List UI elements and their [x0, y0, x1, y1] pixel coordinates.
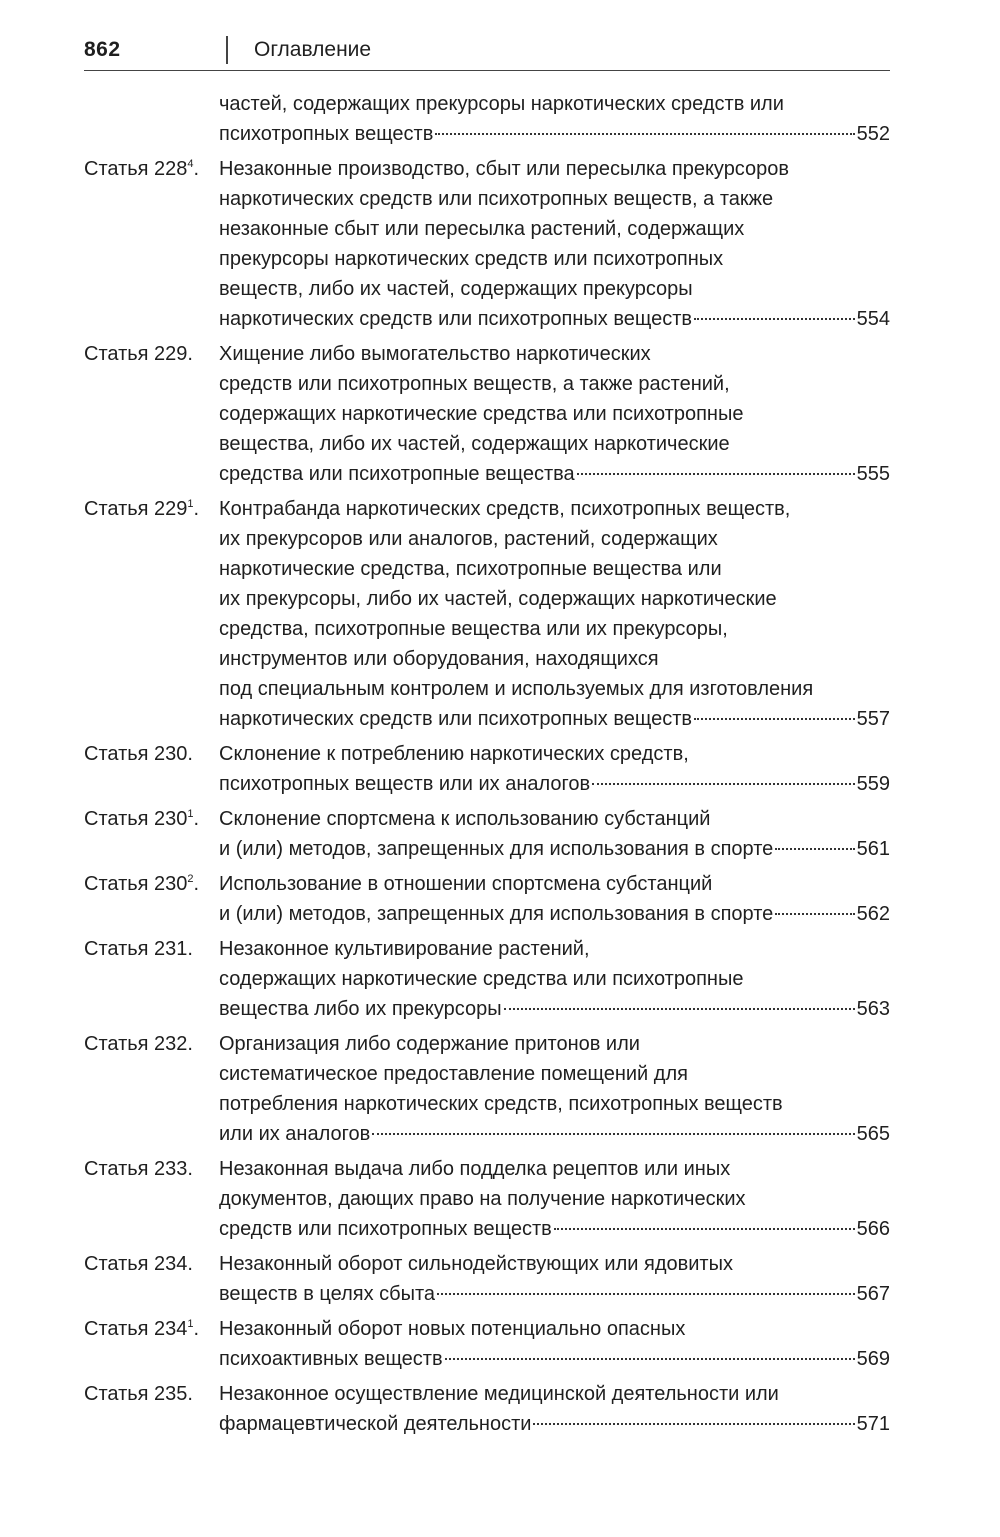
entry-title-line: вещества либо их прекурсоры [219, 998, 502, 1020]
entry-title-line: потребления наркотических средств, психотропных веществ [219, 1093, 783, 1115]
article-label [84, 1314, 199, 1344]
page-reference[interactable]: 569 [856, 1348, 890, 1370]
entry-final-line [219, 304, 890, 334]
article-number: Статья 229. [84, 343, 193, 365]
article-superscript: 1 [187, 498, 194, 510]
page-number: 862 [84, 38, 121, 61]
page-header [84, 36, 890, 71]
article-label [84, 934, 193, 964]
page-reference[interactable]: 557 [856, 708, 890, 730]
page-reference[interactable]: 563 [856, 998, 890, 1020]
header-divider [226, 36, 228, 64]
entry-title-line: средств или психотропных веществ [219, 1218, 552, 1240]
article-number: Статья 228 [84, 158, 188, 180]
entry-title-line: психотропных веществ или их аналогов [219, 773, 591, 795]
page-reference[interactable]: 561 [856, 838, 890, 860]
entry-title-line: и (или) методов, запрещенных для использования в спорте [219, 903, 774, 925]
article-number: Статья 230. [84, 743, 193, 765]
article-label [84, 339, 193, 369]
entry-title-line: прекурсоры наркотических средств или психотропных [219, 248, 724, 270]
toc-entry[interactable] [84, 1249, 890, 1309]
entry-title-line: средств или психотропных веществ, а также растений, [219, 373, 730, 395]
article-number-suffix: . [193, 1318, 200, 1340]
entry-title-line: психотропных веществ [219, 123, 434, 145]
entry-final-line [219, 459, 890, 489]
entry-title-line: Использование в отношении спортсмена субстанций [219, 873, 713, 895]
entry-final-line [219, 704, 890, 734]
entry-final-line [219, 1214, 890, 1244]
entry-final-line [219, 834, 890, 864]
page-reference[interactable]: 571 [856, 1413, 890, 1435]
toc-entry[interactable] [84, 1154, 890, 1244]
entry-title-line: средства, психотропные вещества или их прекурсоры, [219, 618, 728, 640]
article-number: Статья 229 [84, 498, 188, 520]
running-title: Оглавление [254, 38, 372, 61]
article-label [84, 494, 199, 524]
entry-title-line: инструментов или оборудования, находящихся [219, 648, 659, 670]
entry-title-line: Незаконные производство, сбыт или пересылка прекурсоров [219, 158, 790, 180]
entry-final-line [219, 1344, 890, 1374]
article-number-suffix: . [193, 498, 200, 520]
page-reference[interactable]: 555 [856, 463, 890, 485]
entry-final-line [219, 769, 890, 799]
page-reference[interactable]: 567 [856, 1283, 890, 1305]
entry-title-line: Незаконная выдача либо подделка рецептов или иных [219, 1158, 731, 1180]
page-reference[interactable]: 566 [856, 1218, 890, 1240]
article-number-suffix: . [193, 808, 200, 830]
article-label [84, 1029, 193, 1059]
entry-title-line: их прекурсоры, либо их частей, содержащих наркотические [219, 588, 777, 610]
toc-entry[interactable] [84, 154, 890, 334]
dot-leader [435, 133, 854, 135]
article-label [84, 804, 199, 834]
toc-entry[interactable] [84, 89, 890, 149]
dot-leader [694, 318, 855, 320]
entry-final-line [219, 1409, 890, 1439]
dot-leader [445, 1358, 855, 1360]
dot-leader [775, 913, 854, 915]
entry-title-line: содержащих наркотические средства или психотропные [219, 403, 744, 425]
entry-final-line [219, 1279, 890, 1309]
toc-entry[interactable] [84, 1029, 890, 1149]
entry-title-line: Контрабанда наркотических средств, психотропных веществ, [219, 498, 791, 520]
toc-entry[interactable] [84, 869, 890, 929]
entry-title-line: веществ, либо их частей, содержащих прекурсоры [219, 278, 693, 300]
dot-leader [577, 473, 855, 475]
entry-final-line [219, 994, 890, 1024]
entry-title-line: Хищение либо вымогательство наркотических [219, 343, 651, 365]
article-number-suffix: . [193, 873, 200, 895]
article-number: Статья 235. [84, 1383, 193, 1405]
entry-title-line: наркотических средств или психотропных веществ, а также [219, 188, 774, 210]
dot-leader [504, 1008, 855, 1010]
toc-entry[interactable] [84, 339, 890, 489]
entry-title-line: наркотические средства, психотропные вещества или [219, 558, 722, 580]
article-number: Статья 232. [84, 1033, 193, 1055]
entry-title-line: Склонение спортсмена к использованию субстанций [219, 808, 711, 830]
entry-title-line: вещества, либо их частей, содержащих наркотические [219, 433, 730, 455]
toc-entry[interactable] [84, 739, 890, 799]
entry-title-line: наркотических средств или психотропных веществ [219, 708, 693, 730]
dot-leader [437, 1293, 855, 1295]
entry-title-line: Незаконное осуществление медицинской деятельности или [219, 1383, 779, 1405]
entry-title-line: Незаконный оборот новых потенциально опасных [219, 1318, 686, 1340]
entry-title-line: или их аналогов [219, 1123, 371, 1145]
article-number: Статья 233. [84, 1158, 193, 1180]
article-label [84, 739, 193, 769]
entry-title-line: средства или психотропные вещества [219, 463, 575, 485]
entry-title-line: веществ в целях сбыта [219, 1283, 436, 1305]
dot-leader [775, 848, 854, 850]
toc-entry[interactable] [84, 1314, 890, 1374]
page-reference[interactable]: 559 [856, 773, 890, 795]
article-label [84, 1249, 193, 1279]
entry-final-line [219, 899, 890, 929]
entry-title-line: Незаконный оборот сильнодействующих или ядовитых [219, 1253, 733, 1275]
entry-title-line: их прекурсоров или аналогов, растений, содержащих [219, 528, 718, 550]
article-number: Статья 231. [84, 938, 193, 960]
article-number: Статья 230 [84, 808, 188, 830]
article-number-suffix: . [193, 158, 200, 180]
entry-title-line: и (или) методов, запрещенных для использования в спорте [219, 838, 774, 860]
article-number: Статья 234 [84, 1318, 188, 1340]
article-label [84, 869, 199, 899]
entry-title-line: содержащих наркотические средства или психотропные [219, 968, 744, 990]
entry-title-line: систематическое предоставление помещений для [219, 1063, 688, 1085]
entry-title-line: документов, дающих право на получение наркотических [219, 1188, 746, 1210]
article-number: Статья 234. [84, 1253, 193, 1275]
entry-title-line: Незаконное культивирование растений, [219, 938, 590, 960]
entry-final-line [219, 1119, 890, 1149]
dot-leader [372, 1133, 854, 1135]
article-label [84, 1379, 193, 1409]
article-number: Статья 230 [84, 873, 188, 895]
entry-title-line: Организация либо содержание притонов или [219, 1033, 640, 1055]
dot-leader [592, 783, 855, 785]
article-label [84, 1154, 193, 1184]
toc-entry[interactable] [84, 804, 890, 864]
page-reference[interactable]: 552 [856, 123, 890, 145]
article-label [84, 154, 199, 184]
dot-leader [533, 1423, 854, 1425]
article-superscript: 2 [187, 873, 194, 885]
article-superscript: 1 [187, 1318, 194, 1330]
entry-title-line: частей, содержащих прекурсоры наркотических средств или [219, 93, 784, 115]
entry-title-line: незаконные сбыт или пересылка растений, содержащих [219, 218, 745, 240]
page-reference[interactable]: 562 [856, 903, 890, 925]
dot-leader [694, 718, 855, 720]
page-reference[interactable]: 554 [856, 308, 890, 330]
entry-title-line: наркотических средств или психотропных веществ [219, 308, 693, 330]
article-superscript: 4 [187, 158, 194, 170]
page-reference[interactable]: 565 [856, 1123, 890, 1145]
entry-title-line: Склонение к потреблению наркотических средств, [219, 743, 689, 765]
toc-entry[interactable] [84, 934, 890, 1024]
entry-title-line: под специальным контролем и используемых для изготовления [219, 678, 814, 700]
toc-entry[interactable] [84, 494, 890, 734]
entry-final-line [219, 119, 890, 149]
toc-entry[interactable] [84, 1379, 890, 1439]
entry-title-line: психоактивных веществ [219, 1348, 443, 1370]
table-of-contents [84, 89, 890, 1444]
article-superscript: 1 [187, 808, 194, 820]
dot-leader [554, 1228, 855, 1230]
entry-title-line: фармацевтической деятельности [219, 1413, 532, 1435]
